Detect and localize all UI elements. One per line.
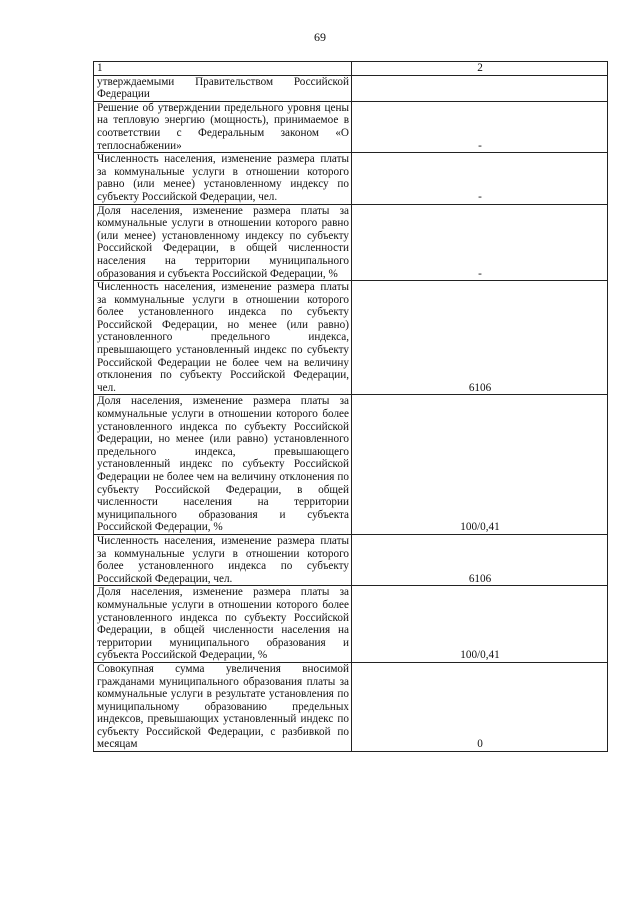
row-label: Доля населения, изменение размера платы за коммунальные услуги в отношении которого более установленного индекса по субъекту Российской Федерации, но менее (или равно) установленного предельного индекса, превышающего установленный индекс по субъекту Российской Федерации не более чем на величину отклонения по субъекту Российской Федерации, в общей численности населения на территории муниципального образования и субъекта Российской Федерации, %	[94, 395, 352, 535]
table-header-row	[94, 62, 608, 76]
table-row	[94, 534, 608, 585]
page-number: 69	[314, 30, 326, 44]
row-label: Доля населения, изменение размера платы за коммунальные услуги в отношении которого равно (или менее) установленному индексу по субъекту Российской Федерации, в общей численности населения на территории муниципального образования и субъекта Российской Федерации, %	[94, 204, 352, 281]
table-row	[94, 662, 608, 751]
column-header-2: 2	[352, 62, 608, 76]
row-value: 100/0,41	[352, 395, 608, 535]
table-row	[94, 101, 608, 152]
table-row	[94, 586, 608, 663]
table-row	[94, 281, 608, 395]
row-value: 100/0,41	[352, 586, 608, 663]
table-row	[94, 75, 608, 101]
row-label: Численность населения, изменение размера платы за коммунальные услуги в отношении которого равно (или менее) установленному индексу по субъекту Российской Федерации, чел.	[94, 153, 352, 204]
row-value: -	[352, 204, 608, 281]
table-row	[94, 204, 608, 281]
row-label: Совокупная сумма увеличения вносимой гражданами муниципального образования платы за коммунальные услуги в результате установления по муниципальному образованию предельных индексов, превышающих установленный индекс по субъекту Российской Федерации, с разбивкой по месяцам	[94, 662, 352, 751]
column-header-1: 1	[94, 62, 352, 76]
row-label: утверждаемыми Правительством Российской Федерации	[94, 75, 352, 101]
row-label: Доля населения, изменение размера платы за коммунальные услуги в отношении которого более установленного индекса по субъекту Российской Федерации, в общей численности населения на территории муниципального образования и субъекта Российской Федерации, %	[94, 586, 352, 663]
row-value: 6106	[352, 281, 608, 395]
row-value	[352, 75, 608, 101]
table-row	[94, 395, 608, 535]
table-row	[94, 153, 608, 204]
indicator-table	[93, 61, 608, 752]
row-label: Численность населения, изменение размера платы за коммунальные услуги в отношении которого более установленного индекса по субъекту Российской Федерации, но менее (или равно) установленного предельного индекса, превышающего установленный индекс по субъекту Российской Федерации не более чем на величину отклонения по субъекту Российской Федерации, чел.	[94, 281, 352, 395]
row-label: Численность населения, изменение размера платы за коммунальные услуги в отношении которого более установленного индекса по субъекту Российской Федерации, чел.	[94, 534, 352, 585]
row-value: 0	[352, 662, 608, 751]
row-label: Решение об утверждении предельного уровня цены на тепловую энергию (мощность), принимаемое в соответствии с Федеральным законом «О теплоснабжении»	[94, 101, 352, 152]
row-value: -	[352, 153, 608, 204]
row-value: -	[352, 101, 608, 152]
row-value: 6106	[352, 534, 608, 585]
